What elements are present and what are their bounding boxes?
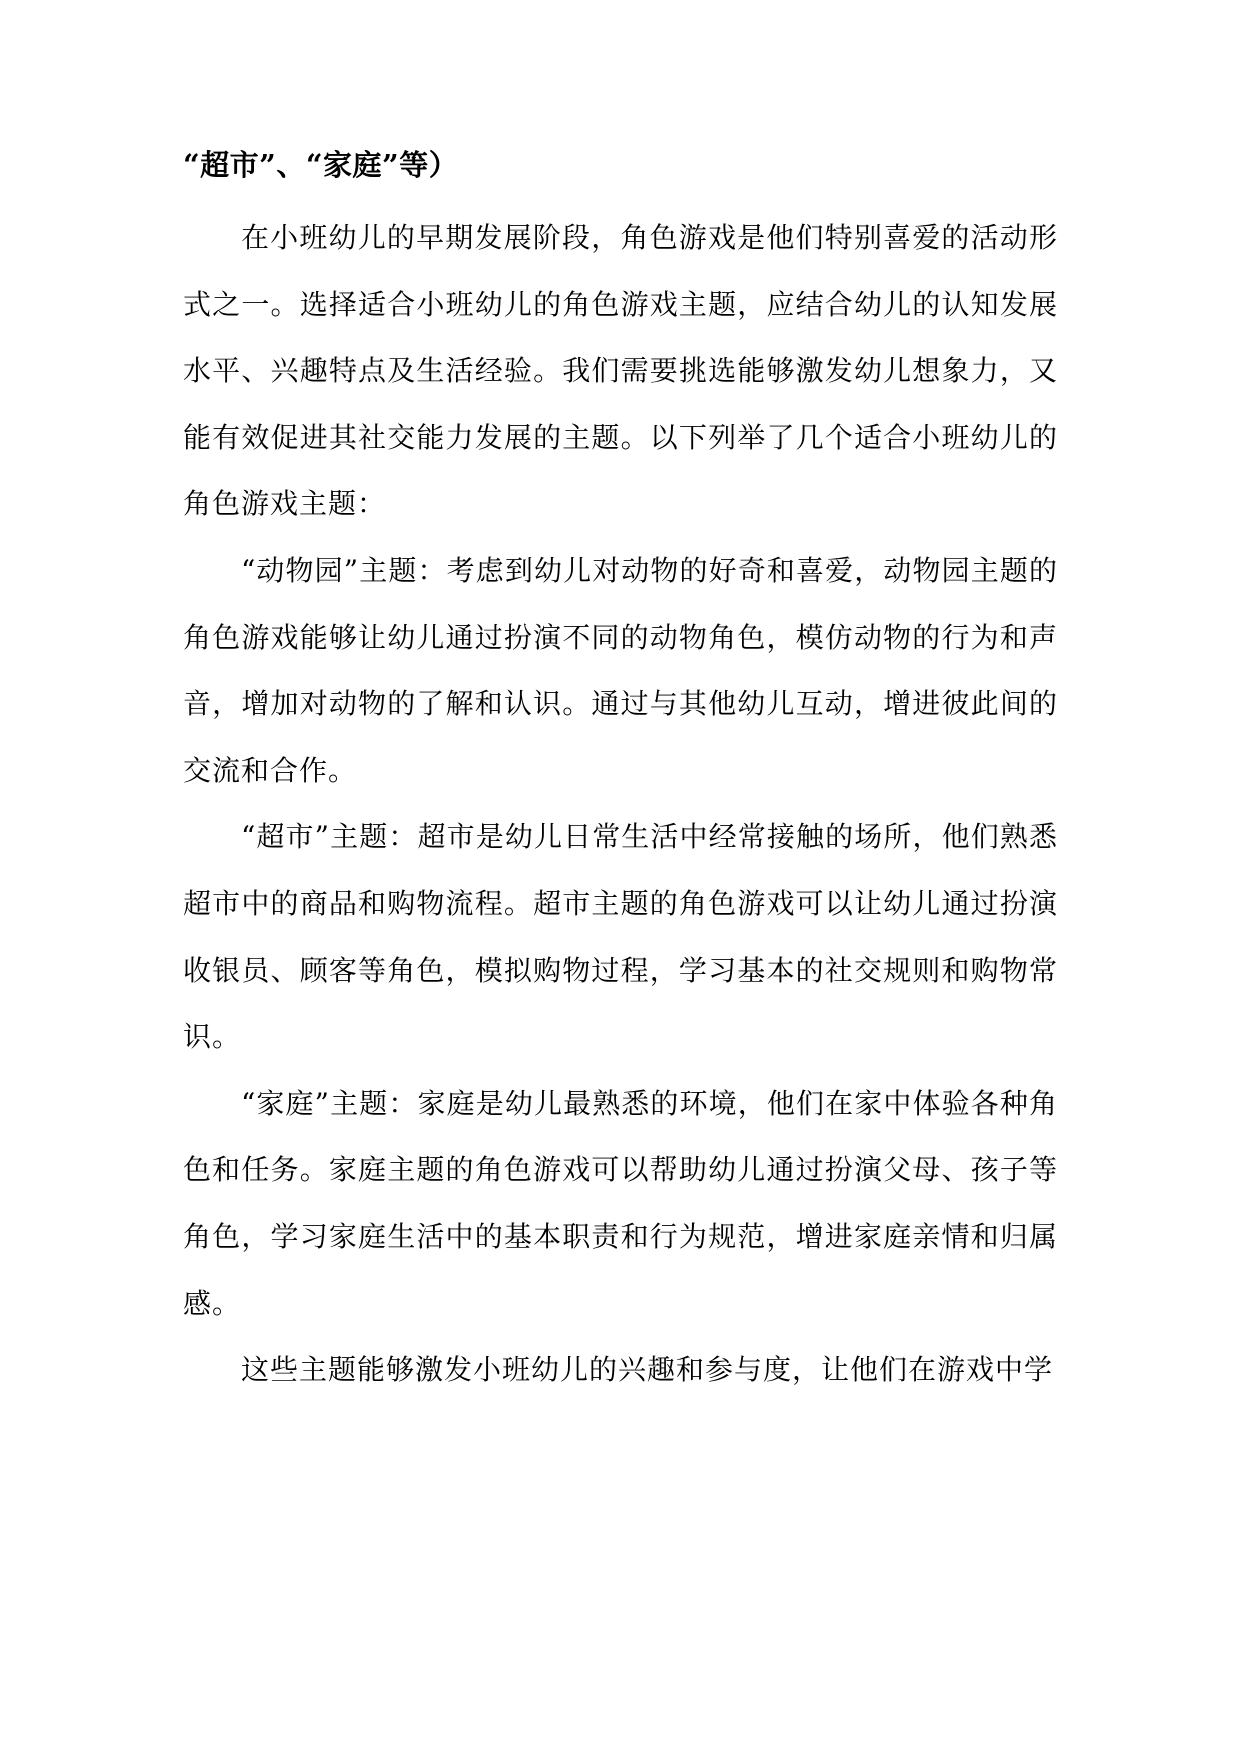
document-body — [183, 205, 1058, 1404]
paragraph-family-theme: “家庭”主题：家庭是幼儿最熟悉的环境，他们在家中体验各种角色和任务。家庭主题的角色游戏可以帮助幼儿通过扮演父母、孩子等角色，学习家庭生活中的基本职责和行为规范，增进家庭亲情和归属感。 — [183, 1086, 1058, 1320]
paragraph-summary: 这些主题能够激发小班幼儿的兴趣和参与度，让他们在游戏中学 — [241, 1353, 1054, 1387]
paragraph-supermarket-theme: “超市”主题：超市是幼儿日常生活中经常接触的场所，他们熟悉超市中的商品和购物流程。超市主题的角色游戏可以让幼儿通过扮演收银员、顾客等角色，模拟购物过程，学习基本的社交规则和购物常识。 — [183, 820, 1058, 1054]
section-heading: “超市”、“家庭”等） — [183, 148, 459, 182]
paragraph-intro: 在小班幼儿的早期发展阶段，角色游戏是他们特别喜爱的活动形式之一。选择适合小班幼儿的角色游戏主题，应结合幼儿的认知发展水平、兴趣特点及生活经验。我们需要挑选能够激发幼儿想象力，又能有效促进其社交能力发展的主题。以下列举了几个适合小班幼儿的角色游戏主题： — [183, 221, 1058, 521]
paragraph-zoo-theme: “动物园”主题：考虑到幼儿对动物的好奇和喜爱，动物园主题的角色游戏能够让幼儿通过扮演不同的动物角色，模仿动物的行为和声音，增加对动物的了解和认识。通过与其他幼儿互动，增进彼此间的交流和合作。 — [183, 553, 1058, 787]
